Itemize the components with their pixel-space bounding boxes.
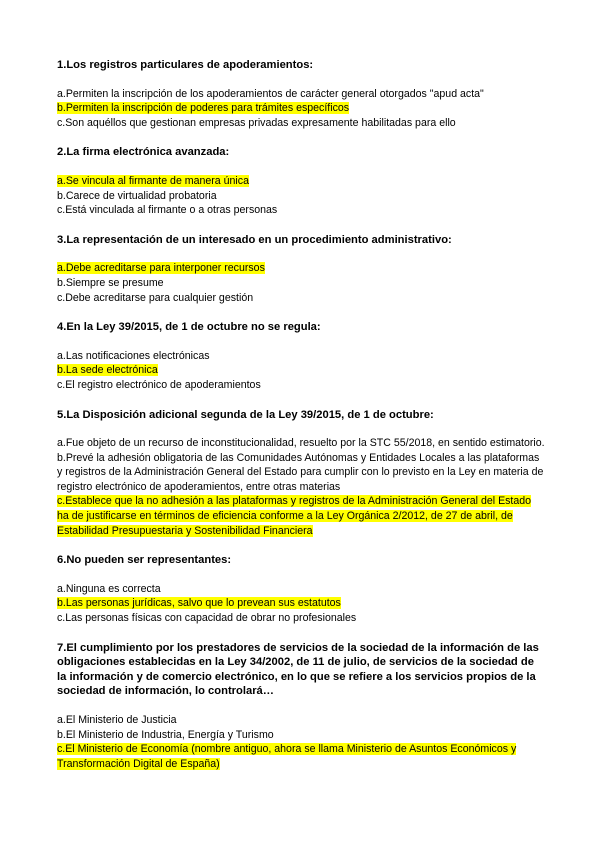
option-text: c.Debe acreditarse para cualquier gestión — [57, 291, 254, 304]
highlighted-answer: c.Establece que la no adhesión a las plataformas y registros de la Administración General del Estado ha de justificarse en términos de eficiencia conforme a la Ley Orgánica 2/2012, de 27 de abril, de Estabilidad Presupuestaria y Sostenibilidad Financiera — [57, 495, 532, 537]
option-text: a.Las notificaciones electrónicas — [57, 349, 210, 362]
option-list — [57, 349, 545, 393]
option-text: a.El Ministerio de Justicia — [57, 714, 177, 726]
option-b — [57, 728, 545, 743]
question-block-2 — [57, 145, 545, 217]
option-list — [57, 174, 545, 218]
option-text: b.Siempre se presume — [57, 276, 164, 289]
option-c — [57, 494, 545, 538]
question-title: 2.La firma electrónica avanzada: — [57, 146, 230, 159]
highlighted-answer: b.Permiten la inscripción de poderes para trámites específicos — [57, 102, 350, 115]
highlighted-answer: a.Se vincula al firmante de manera única — [57, 174, 249, 187]
option-a — [57, 713, 545, 728]
option-text: b.Prevé la adhesión obligatoria de las Comunidades Autónomas y Entidades Locales a las plataformas y registros de la Administración General del Estado para cumplir con lo previsto en la Ley en materia de registro electrónico de apoderamientos, entre otras materias — [57, 451, 544, 493]
question-block-6 — [57, 553, 545, 625]
option-b — [57, 363, 545, 378]
question-block-5 — [57, 408, 545, 539]
option-text: c.Las personas físicas con capacidad de obrar no profesionales — [57, 612, 357, 625]
question-title: 3.La representación de un interesado en un procedimiento administrativo: — [57, 233, 452, 246]
highlighted-answer: a.Debe acreditarse para interponer recursos — [57, 262, 265, 275]
option-c — [57, 611, 545, 626]
question-block-3 — [57, 233, 545, 305]
option-text: b.Carece de virtualidad probatoria — [57, 189, 217, 202]
option-b — [57, 596, 545, 611]
option-a — [57, 261, 545, 276]
option-list — [57, 261, 545, 305]
option-text: c.Son aquéllos que gestionan empresas privadas expresamente habilitadas para ello — [57, 116, 456, 129]
option-a — [57, 174, 545, 189]
option-a — [57, 582, 545, 597]
option-b — [57, 276, 545, 291]
document-page — [57, 58, 545, 786]
option-b — [57, 189, 545, 204]
option-text: c.El registro electrónico de apoderamientos — [57, 378, 261, 391]
option-text: a.Permiten la inscripción de los apoderamientos de carácter general otorgados "apud acta" — [57, 87, 484, 100]
option-list — [57, 713, 545, 771]
option-text: a.Ninguna es correcta — [57, 582, 161, 595]
option-c — [57, 742, 545, 771]
option-list — [57, 87, 545, 131]
option-a — [57, 87, 545, 102]
highlighted-answer: b.La sede electrónica — [57, 364, 158, 377]
question-block-4 — [57, 320, 545, 392]
option-c — [57, 291, 545, 306]
highlighted-answer: b.Las personas jurídicas, salvo que lo prevean sus estatutos — [57, 597, 341, 610]
option-c — [57, 203, 545, 218]
question-title: 7.El cumplimiento por los prestadores de servicios de la sociedad de la información de las obligaciones establecidas en la Ley 34/2002, de 11 de julio, de servicios de la sociedad de la información y de comercio electrónico, en lo que se refiere a los servicios propios de la sociedad de información, lo controlará… — [57, 641, 539, 698]
option-c — [57, 378, 545, 393]
option-c — [57, 116, 545, 131]
question-block-1 — [57, 58, 545, 130]
option-b — [57, 451, 545, 495]
question-title: 5.La Disposición adicional segunda de la Ley 39/2015, de 1 de octubre: — [57, 408, 434, 421]
option-text: a.Fue objeto de un recurso de inconstitucionalidad, resuelto por la STC 55/2018, en sentido estimatorio. — [57, 437, 545, 450]
question-title: 6.No pueden ser representantes: — [57, 554, 232, 567]
option-b — [57, 101, 545, 116]
question-title: 1.Los registros particulares de apoderamientos: — [57, 59, 314, 71]
question-title: 4.En la Ley 39/2015, de 1 de octubre no se regula: — [57, 321, 321, 334]
option-list — [57, 582, 545, 626]
question-block-7 — [57, 641, 545, 772]
option-text: c.Está vinculada al firmante o a otras personas — [57, 204, 278, 217]
highlighted-answer: c.El Ministerio de Economía (nombre antiguo, ahora se llama Ministerio de Asuntos Económicos y Transformación Digital de España) — [57, 743, 517, 770]
option-text: b.El Ministerio de Industria, Energía y Turismo — [57, 728, 274, 741]
option-a — [57, 436, 545, 451]
option-a — [57, 349, 545, 364]
option-list — [57, 436, 545, 538]
